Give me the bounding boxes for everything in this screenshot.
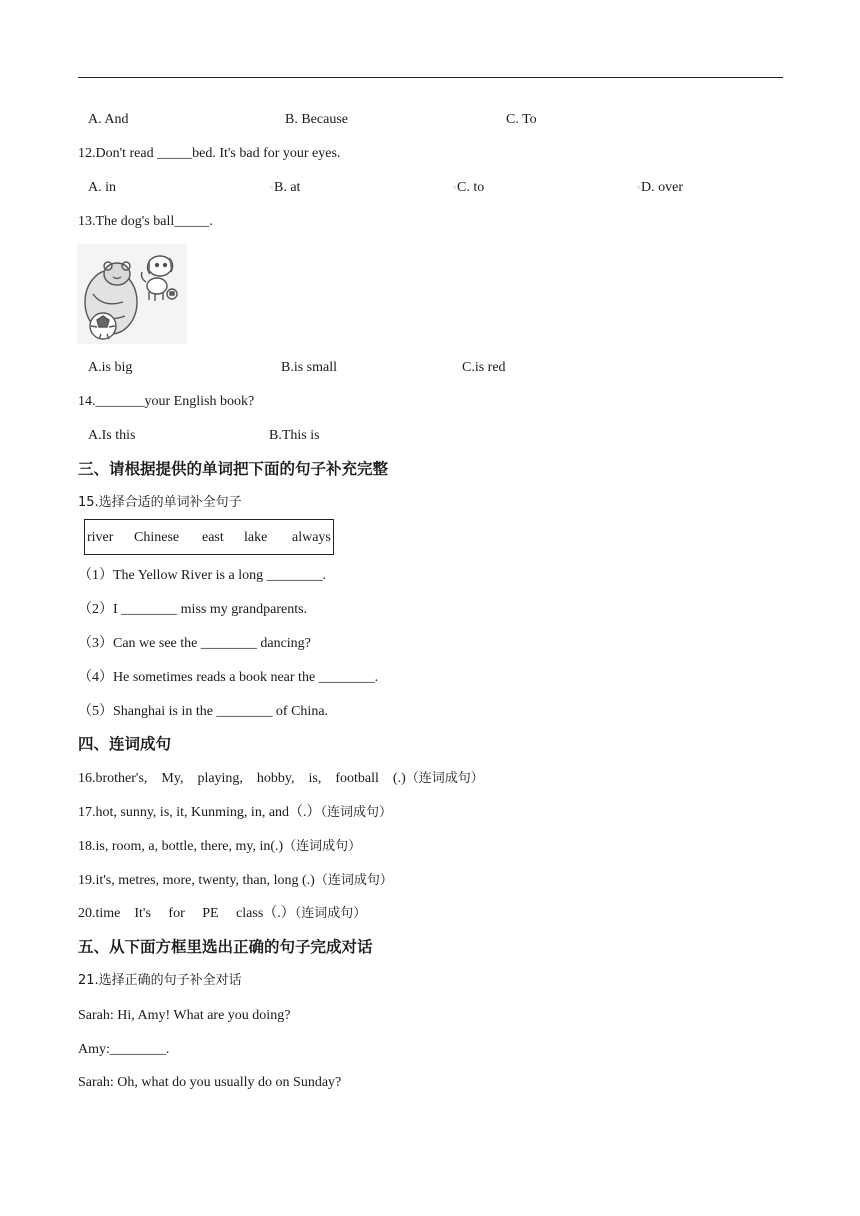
q13-option-a[interactable]: A.is big	[88, 360, 133, 375]
q12-option-d[interactable]: D. over	[641, 180, 683, 195]
q12-option-b[interactable]: B. at	[274, 180, 301, 195]
q12-stem: 12.Don't read _____bed. It's bad for your eyes.	[78, 146, 341, 161]
q14-option-a[interactable]: A.Is this	[88, 428, 136, 443]
q18-words: 18.is, room, a, bottle, there, my, in(.)	[78, 839, 284, 854]
q20-tag: （连词成句）	[294, 906, 367, 921]
q15-item-3: （3）Can we see the ________ dancing?	[78, 636, 311, 651]
bear-dog-ball-illustration	[77, 244, 187, 344]
q12-option-a[interactable]: A. in	[88, 180, 116, 195]
q14-stem: 14._______your English book?	[78, 394, 255, 409]
word-box	[84, 519, 334, 555]
q19	[78, 872, 393, 890]
q15-stem: 15.选择合适的单词补全句子	[78, 495, 242, 510]
word-box-item: always	[292, 530, 331, 545]
option-marker-icon: ▫	[637, 183, 640, 192]
q16	[78, 770, 484, 788]
q13-option-c[interactable]: C.is red	[462, 360, 506, 375]
q11-option-a[interactable]: A. And	[88, 112, 129, 127]
q16-tag: （连词成句）	[405, 771, 484, 786]
q12-option-c[interactable]: C. to	[457, 180, 485, 195]
section-5-heading: 五、从下面方框里选出正确的句子完成对话	[78, 938, 373, 956]
q18-tag: （连词成句）	[283, 839, 362, 854]
q21-stem: 21.选择正确的句子补全对话	[78, 973, 242, 988]
q13-stem: 13.The dog's ball_____.	[78, 214, 213, 229]
q17-words: 17.hot, sunny, is, it, Kunming, in, and（.）	[78, 805, 321, 820]
q20	[78, 905, 366, 923]
header-rule	[78, 77, 783, 78]
q17	[78, 804, 392, 822]
word-box-item: east	[202, 530, 224, 545]
word-box-item: lake	[244, 530, 268, 545]
q20-words: 20.time It's for PE class（.）	[78, 906, 295, 921]
section-3-heading: 三、请根据提供的单词把下面的句子补充完整	[78, 460, 389, 478]
q19-tag: （连词成句）	[314, 873, 393, 888]
word-box-item: river	[87, 530, 114, 545]
q11-option-c[interactable]: C. To	[506, 112, 537, 127]
q15-item-2: （2）I ________ miss my grandparents.	[78, 602, 308, 617]
dialogue-line-2: Amy:________.	[78, 1042, 170, 1057]
q17-tag: （连词成句）	[320, 805, 393, 820]
dialogue-line-1: Sarah: Hi, Amy! What are you doing?	[78, 1008, 291, 1023]
dialogue-line-3: Sarah: Oh, what do you usually do on Sunday?	[78, 1075, 342, 1090]
option-marker-icon: ▫	[270, 183, 273, 192]
q11-option-b[interactable]: B. Because	[285, 112, 348, 127]
q14-option-b[interactable]: B.This is	[269, 428, 320, 443]
q18	[78, 838, 361, 856]
q15-item-4: （4）He sometimes reads a book near the ________.	[78, 670, 379, 685]
q19-words: 19.it's, metres, more, twenty, than, long (.)	[78, 873, 315, 888]
section-4-heading: 四、连词成句	[78, 735, 172, 753]
q13-option-b[interactable]: B.is small	[281, 360, 338, 375]
q15-item-1: （1）The Yellow River is a long ________.	[78, 568, 327, 583]
word-box-item: Chinese	[134, 530, 180, 545]
q16-words: 16.brother's, My, playing, hobby, is, football (.)	[78, 771, 406, 786]
option-marker-icon: ▫	[453, 183, 456, 192]
q15-item-5: （5）Shanghai is in the ________ of China.	[78, 704, 329, 719]
